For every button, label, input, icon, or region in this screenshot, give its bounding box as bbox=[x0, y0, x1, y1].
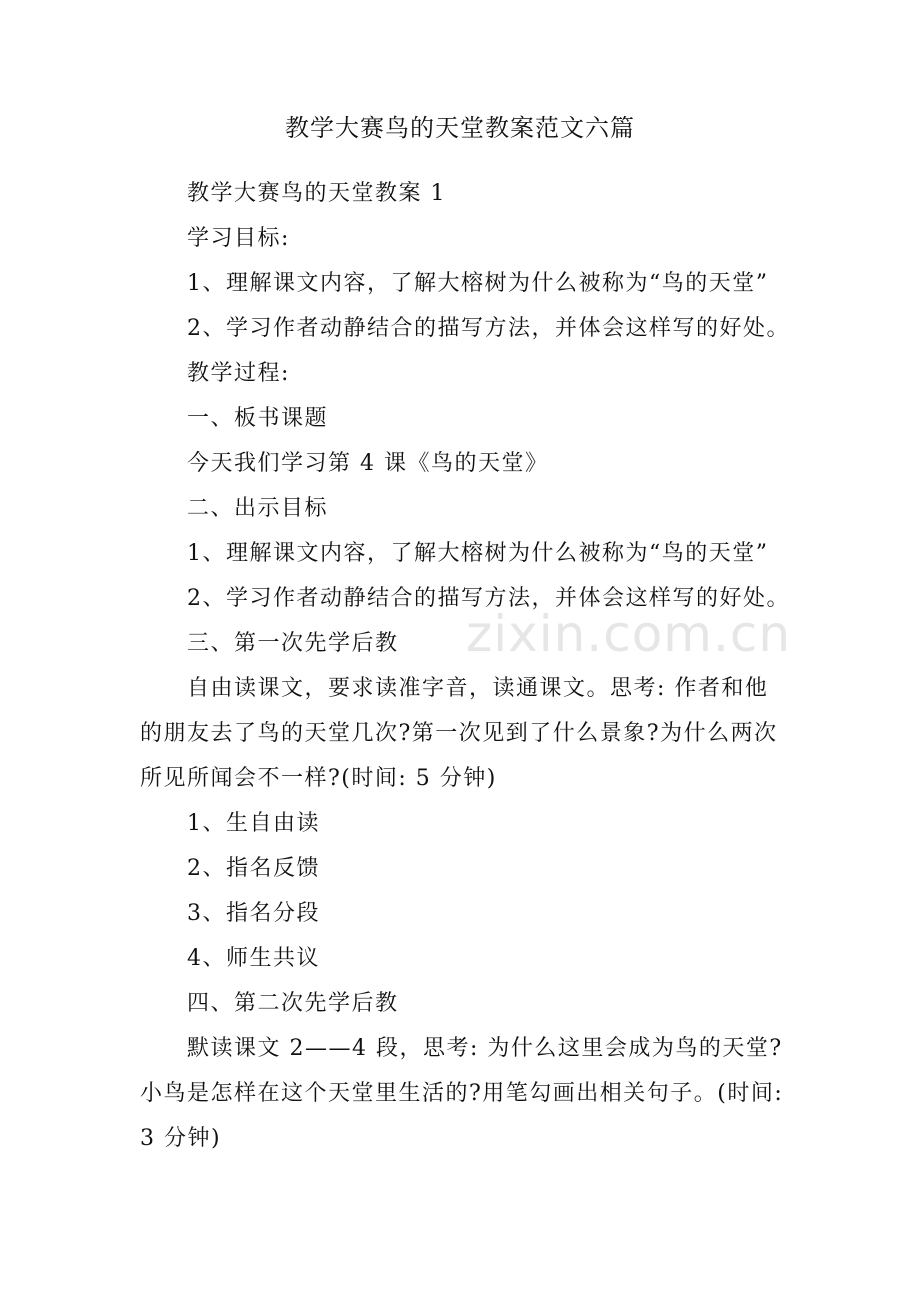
paragraph-line: 2、指名反馈 bbox=[187, 856, 320, 881]
paragraph-line: 2、学习作者动静结合的描写方法，并体会这样写的好处。 bbox=[187, 316, 790, 341]
paragraph-line: 所见所闻会不一样?(时间: 5 分钟) bbox=[140, 766, 497, 791]
paragraph-line: 教学过程: bbox=[187, 361, 290, 386]
paragraph-line: 学习目标: bbox=[187, 226, 290, 251]
paragraph-line: 今天我们学习第 4 课《鸟的天堂》 bbox=[187, 451, 549, 476]
paragraph-line: 1、理解课文内容，了解大榕树为什么被称为“鸟的天堂” bbox=[187, 541, 769, 566]
paragraph-line: 小鸟是怎样在这个天堂里生活的?用笔勾画出相关句子。(时间: bbox=[140, 1081, 784, 1106]
paragraph-line: 3、指名分段 bbox=[187, 901, 320, 926]
paragraph-line: 二、出示目标 bbox=[187, 496, 329, 521]
paragraph-line: 1、理解课文内容，了解大榕树为什么被称为“鸟的天堂” bbox=[187, 271, 769, 296]
paragraph-line: 4、师生共议 bbox=[187, 946, 320, 971]
paragraph-line: 四、第二次先学后教 bbox=[187, 991, 399, 1016]
paragraph-line: 的朋友去了鸟的天堂几次?第一次见到了什么景象?为什么两次 bbox=[140, 721, 778, 746]
paragraph-line: 默读课文 2——4 段，思考: 为什么这里会成为鸟的天堂? bbox=[187, 1036, 783, 1061]
paragraph-line: 一、板书课题 bbox=[187, 406, 329, 431]
paragraph-line: 3 分钟) bbox=[140, 1126, 222, 1151]
document-title: 教学大赛鸟的天堂教案范文六篇 bbox=[285, 114, 635, 142]
section-heading: 教学大赛鸟的天堂教案 1 bbox=[187, 181, 446, 206]
watermark: zixin.com.cn bbox=[466, 605, 792, 663]
paragraph-line: 2、学习作者动静结合的描写方法，并体会这样写的好处。 bbox=[187, 586, 790, 611]
paragraph-line: 自由读课文，要求读准字音，读通课文。思考: 作者和他 bbox=[187, 676, 769, 701]
paragraph-line: 1、生自由读 bbox=[187, 811, 320, 836]
paragraph-line: 三、第一次先学后教 bbox=[187, 631, 399, 656]
